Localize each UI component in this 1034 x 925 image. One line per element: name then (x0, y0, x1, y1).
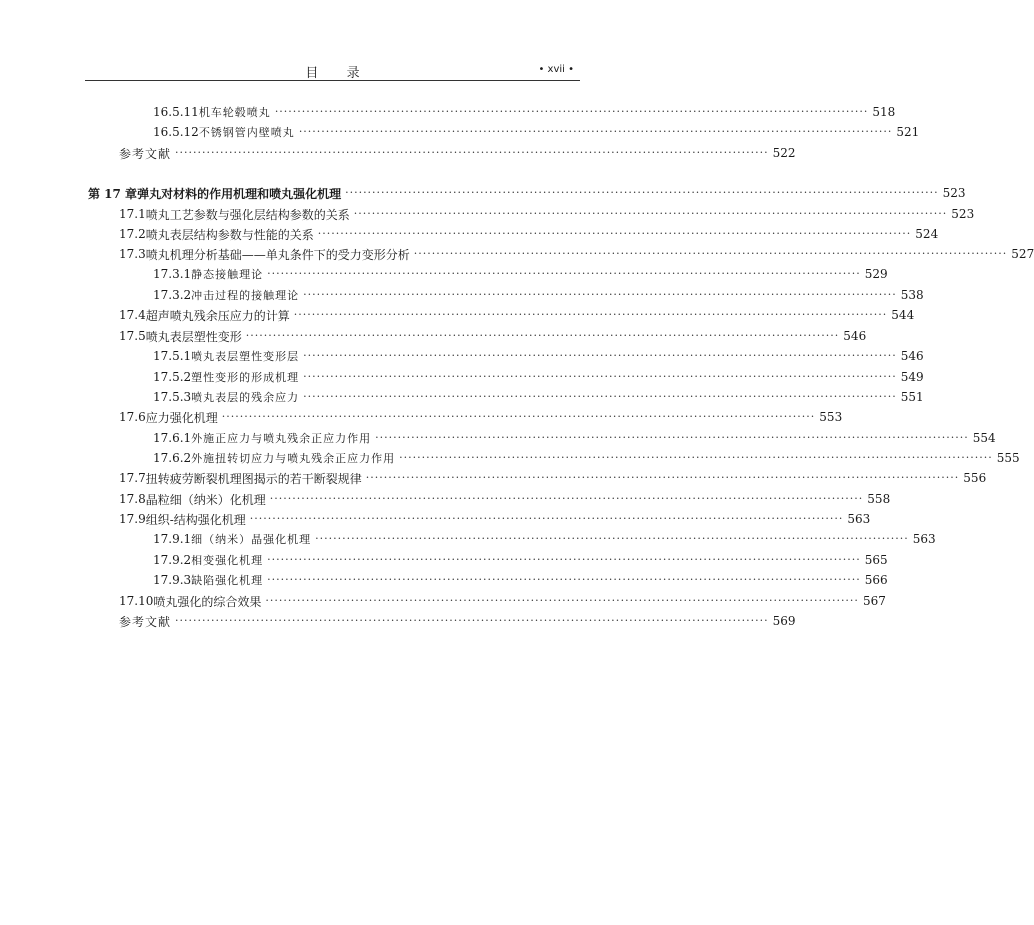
leader-dots (175, 144, 769, 162)
leader-dots (250, 510, 844, 528)
entry-page: 558 (867, 492, 891, 506)
toc-entry-references[interactable] (0, 612, 796, 630)
leader-dots (375, 429, 969, 447)
toc-entry[interactable] (0, 205, 975, 223)
leader-dots (318, 225, 912, 243)
toc-entry[interactable] (0, 265, 888, 283)
entry-page: 524 (915, 227, 939, 241)
leader-dots (345, 184, 939, 202)
entry-title: 组织-结构强化机理 (145, 512, 246, 527)
entry-title: 喷丸工艺参数与强化层结构参数的关系 (145, 207, 350, 222)
entry-number: 17.10 (119, 594, 154, 608)
entry-number: 17.5.2 (153, 370, 192, 384)
entry-title: 冲击过程的接触理论 (191, 289, 300, 302)
entry-title: 喷丸表层结构参数与性能的关系 (145, 227, 314, 242)
entry-number: 17.9.1 (153, 532, 192, 546)
entry-number: 17.5.1 (153, 349, 192, 363)
entry-title: 扭转疲劳断裂机理图揭示的若干断裂规律 (145, 471, 362, 486)
entry-page: 553 (819, 410, 843, 424)
entry-title: 相变强化机理 (191, 554, 264, 567)
entry-page: 567 (862, 594, 886, 608)
entry-number: 16.5.11 (153, 105, 199, 119)
toc-entry[interactable] (0, 347, 924, 365)
entry-title: 喷丸表层塑性变形层 (191, 350, 300, 363)
toc-entry[interactable] (0, 245, 1034, 263)
entry-page: 556 (963, 471, 987, 485)
entry-number: 16.5.12 (153, 125, 199, 139)
entry-title: 机车轮毂喷丸 (198, 106, 271, 119)
toc-entry[interactable] (0, 408, 843, 426)
toc-entry-references[interactable] (0, 144, 796, 162)
toc-entry[interactable] (0, 510, 871, 528)
toc-entry[interactable] (0, 490, 891, 508)
leader-dots (222, 408, 816, 426)
leader-dots (275, 103, 869, 121)
leader-dots (294, 306, 888, 324)
entry-title: 喷丸表层塑性变形 (145, 329, 242, 344)
toc-entry[interactable] (0, 286, 924, 304)
entry-number: 17.3.2 (153, 288, 192, 302)
leader-dots (414, 245, 1008, 263)
leader-dots (303, 286, 897, 304)
toc-entry[interactable] (0, 368, 924, 386)
entry-page: 529 (864, 267, 888, 281)
entry-number: 17.5.3 (153, 390, 192, 404)
entry-number: 17.7 (119, 471, 146, 485)
leader-dots (246, 327, 840, 345)
entry-title: 喷丸机理分析基础——单丸条件下的受力变形分析 (145, 247, 410, 262)
chapter-title: 弹丸对材料的作用机理和喷丸强化机理 (137, 186, 342, 201)
entry-number: 17.4 (119, 308, 146, 322)
entry-title: 细（纳米）晶强化机理 (191, 533, 312, 546)
toc-entry[interactable] (0, 592, 886, 610)
leader-dots (267, 265, 861, 283)
entry-title: 外施正应力与喷丸残余正应力作用 (191, 432, 372, 445)
leader-dots (303, 368, 897, 386)
entry-page: 549 (900, 370, 924, 384)
leader-dots (299, 123, 893, 141)
entry-title: 应力强化机理 (145, 410, 218, 425)
entry-number: 17.3 (119, 247, 146, 261)
entry-title: 喷丸表层的残余应力 (191, 391, 300, 404)
entry-page: 563 (847, 512, 871, 526)
header-page-number: • xvii • (538, 64, 574, 75)
entry-number: 17.1 (119, 207, 146, 221)
running-header (85, 58, 580, 81)
entry-title: 晶粒细（纳米）化机理 (145, 492, 266, 507)
entry-page: 569 (772, 614, 796, 628)
entry-page: 523 (942, 186, 966, 200)
toc-entry[interactable] (0, 551, 888, 569)
entry-page: 566 (864, 573, 888, 587)
entry-page: 522 (772, 146, 796, 160)
toc-chapter-entry[interactable] (0, 184, 966, 202)
leader-dots (267, 551, 861, 569)
entry-page: 523 (951, 207, 975, 221)
leader-dots (354, 205, 948, 223)
leader-dots (265, 592, 859, 610)
entry-page: 551 (900, 390, 924, 404)
toc-entry[interactable] (0, 225, 939, 243)
entry-page: 538 (900, 288, 924, 302)
entry-number: 17.5 (119, 329, 146, 343)
toc-entry[interactable] (0, 123, 920, 141)
entry-number: 17.3.1 (153, 267, 192, 281)
toc-entry[interactable] (0, 327, 867, 345)
chapter-number: 第 17 章 (88, 186, 138, 201)
entry-title: 超声喷丸残余压应力的计算 (145, 308, 290, 323)
toc-entry[interactable] (0, 103, 896, 121)
entry-number: 17.6 (119, 410, 146, 424)
entry-title: 不锈钢管内壁喷丸 (198, 126, 295, 139)
entry-page: 518 (872, 105, 896, 119)
toc-entry[interactable] (0, 449, 1020, 467)
entry-title: 外施扭转切应力与喷丸残余正应力作用 (191, 452, 396, 465)
entry-number: 17.9.3 (153, 573, 192, 587)
header-title-char: 目 (305, 66, 319, 81)
entry-number: 17.2 (119, 227, 146, 241)
entry-number: 17.9.2 (153, 553, 192, 567)
leader-dots (366, 469, 960, 487)
toc-entry[interactable] (0, 306, 915, 324)
entry-title: 参考文献 (119, 146, 172, 161)
toc-entry[interactable] (0, 429, 996, 447)
toc-entry[interactable] (0, 388, 924, 406)
entry-number: 17.8 (119, 492, 146, 506)
entry-page: 546 (843, 329, 867, 343)
leader-dots (315, 530, 909, 548)
entry-page: 565 (864, 553, 888, 567)
entry-number: 17.6.2 (153, 451, 192, 465)
header-title (85, 62, 580, 81)
leader-dots (175, 612, 769, 630)
leader-dots (267, 571, 861, 589)
entry-title: 喷丸强化的综合效果 (153, 594, 262, 609)
entry-page: 555 (996, 451, 1020, 465)
entry-page: 563 (912, 532, 936, 546)
entry-title: 缺陷强化机理 (191, 574, 264, 587)
entry-page: 544 (891, 308, 915, 322)
header-title-char: 录 (346, 66, 360, 81)
leader-dots (270, 490, 864, 508)
entry-page: 521 (896, 125, 920, 139)
leader-dots (303, 388, 897, 406)
entry-page: 546 (900, 349, 924, 363)
leader-dots (399, 449, 993, 467)
entry-title: 塑性变形的形成机理 (191, 371, 300, 384)
toc-entry[interactable] (0, 530, 936, 548)
toc-entry[interactable] (0, 469, 987, 487)
entry-number: 17.9 (119, 512, 146, 526)
entry-title: 静态接触理论 (191, 268, 264, 281)
entry-page: 554 (972, 431, 996, 445)
leader-dots (303, 347, 897, 365)
entry-page: 527 (1011, 247, 1034, 261)
toc-entry[interactable] (0, 571, 888, 589)
entry-number: 17.6.1 (153, 431, 192, 445)
entry-title: 参考文献 (119, 614, 172, 629)
